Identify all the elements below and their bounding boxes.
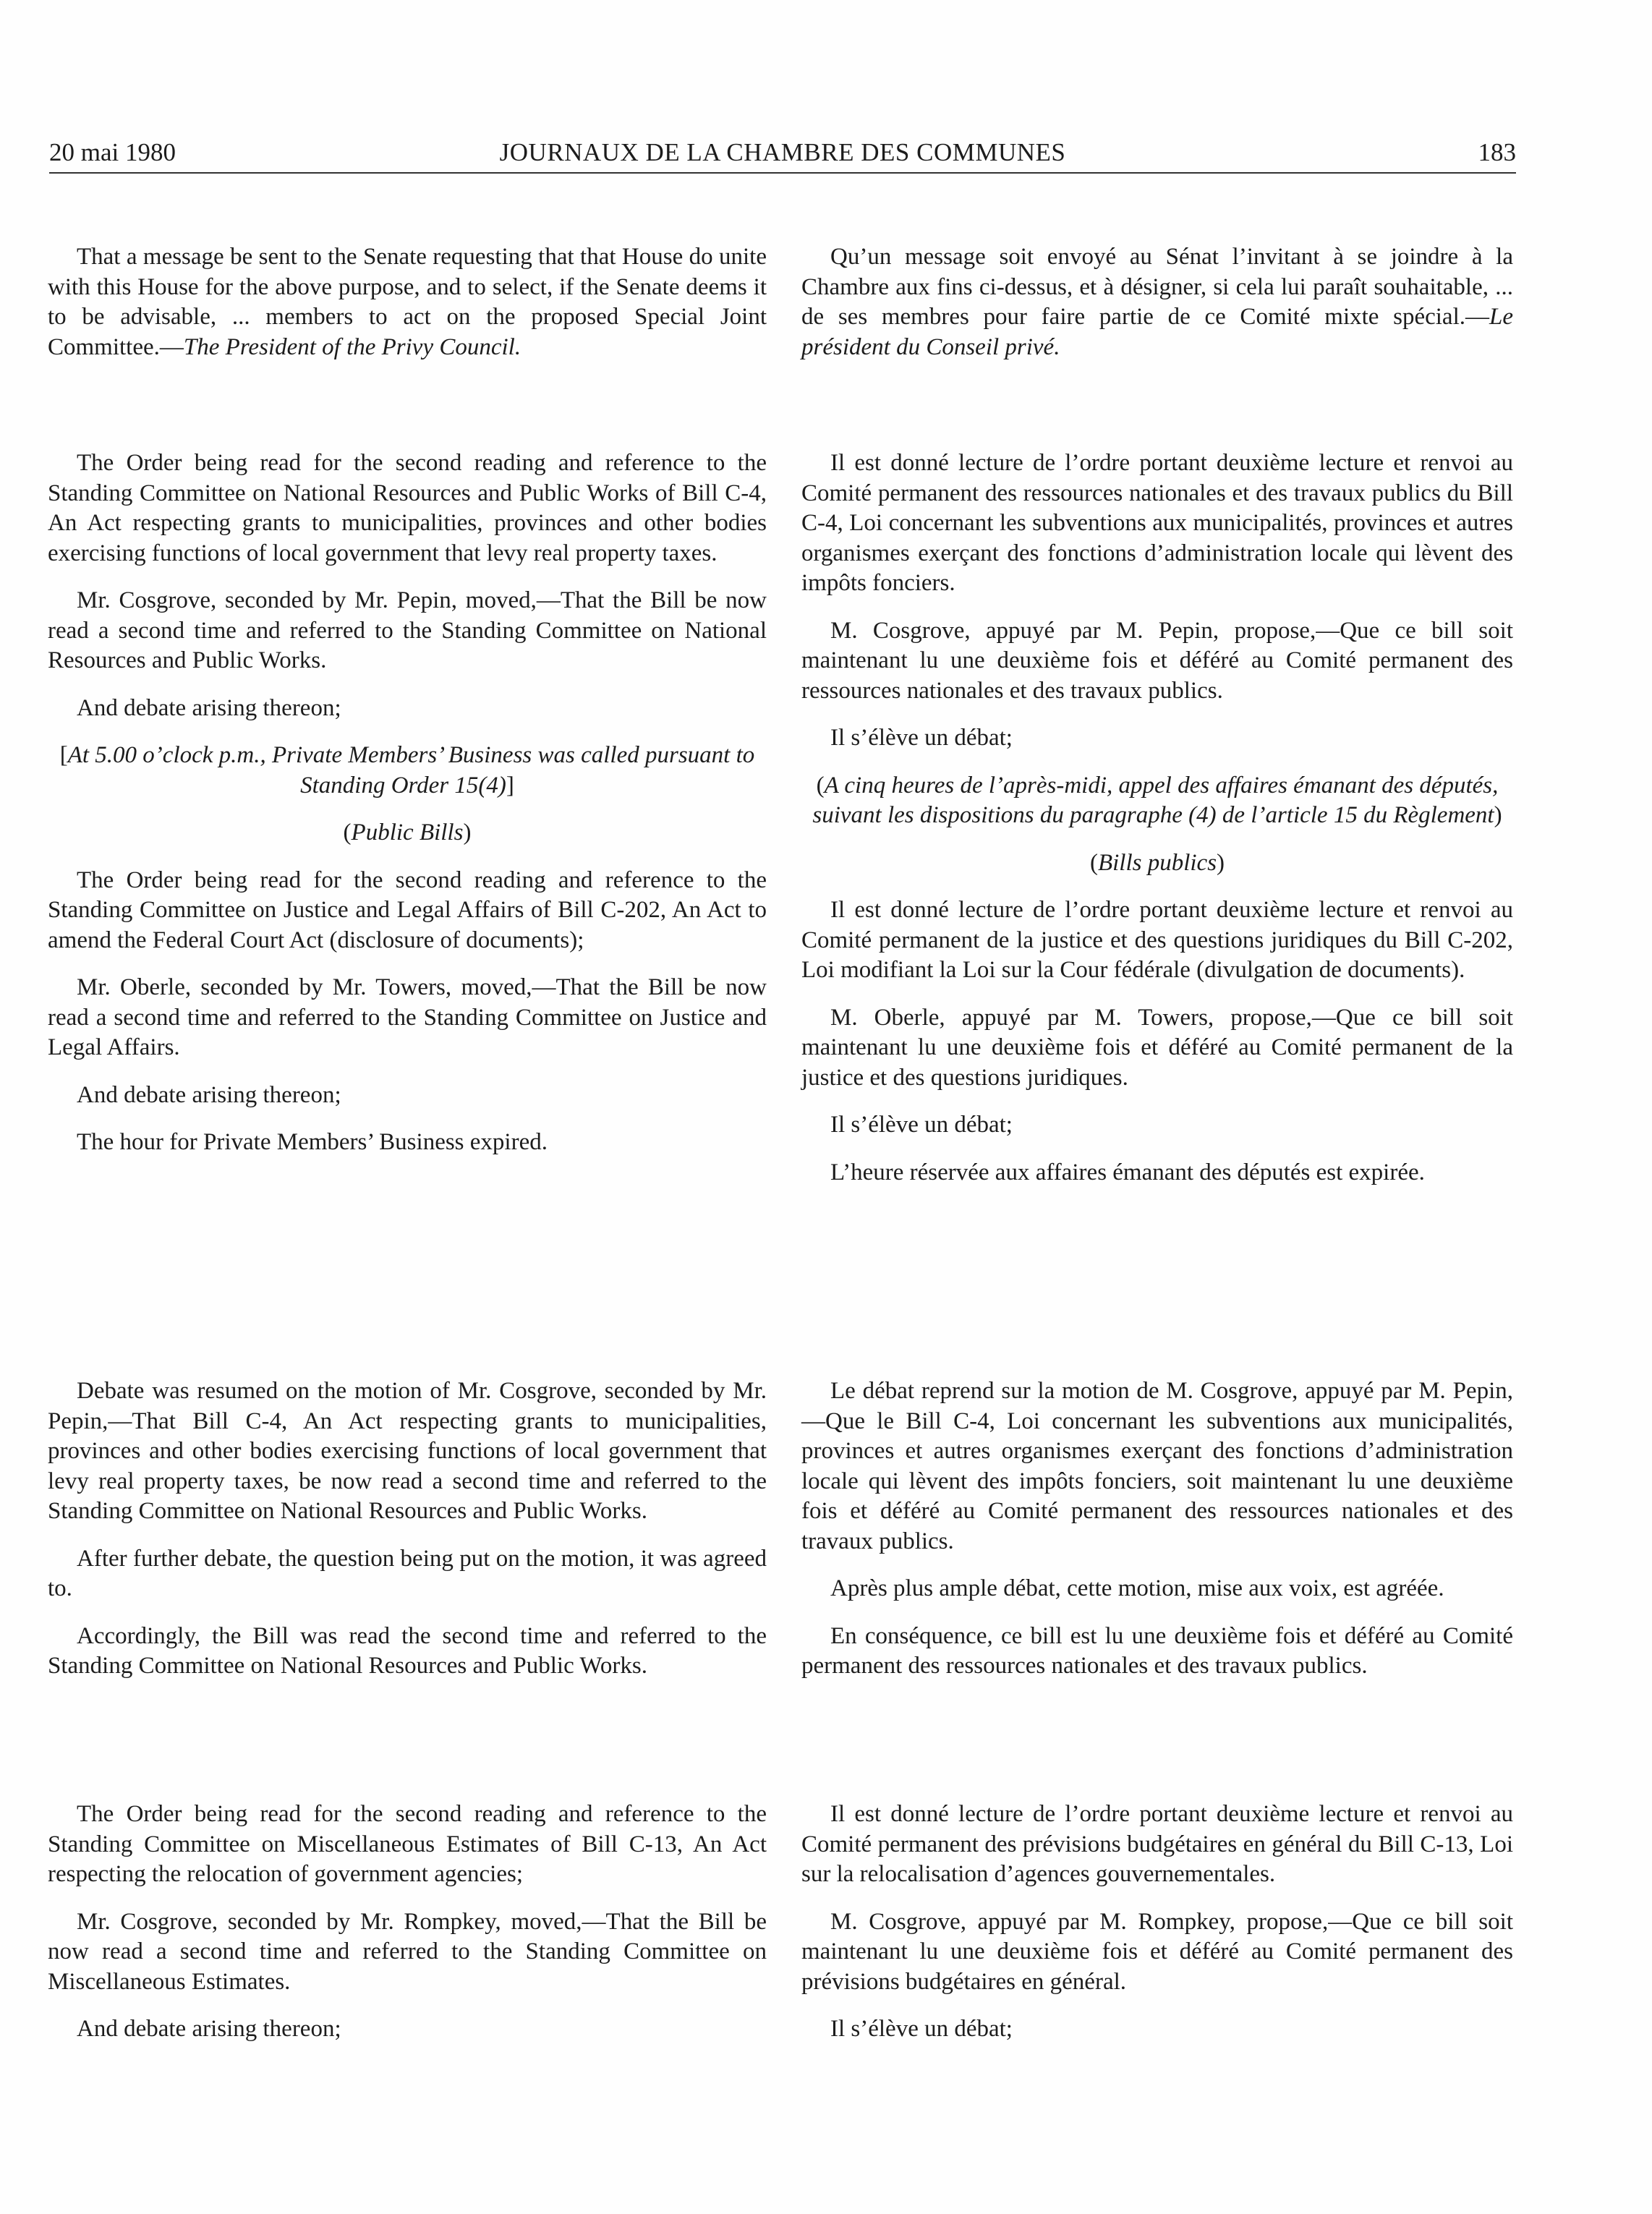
- paragraph-text: The hour for Private Members’ Business expired.: [77, 1129, 548, 1155]
- paragraph: [48, 242, 767, 362]
- english-column: [48, 1376, 767, 1682]
- bracket: [: [59, 742, 68, 768]
- paragraph-text: Qu’un message soit envoyé au Sénat l’invitant à se joindre à la Chambre aux fins ci-dessus, et à désigner, si cela lui paraît souhaitable, ... de ses membres pour faire partie de ce Comité mixte spécial.—: [801, 244, 1513, 330]
- paragraph-text: Après plus ample débat, cette motion, mise aux voix, est agréée.: [830, 1575, 1444, 1601]
- paragraph: [801, 448, 1513, 599]
- paragraph: [801, 1376, 1513, 1557]
- paragraph: [801, 2014, 1513, 2045]
- header-date: 20 mai 1980: [49, 138, 176, 166]
- paragraph-text: Il s’élève un débat;: [830, 725, 1013, 751]
- paragraph-text: Mr. Oberle, seconded by Mr. Towers, moved,—That the Bill be now read a second time and referred to the Standing Committee on Justice and Legal Affairs.: [48, 974, 767, 1060]
- bracket: ): [463, 819, 472, 846]
- paragraph-text: M. Oberle, appuyé par M. Towers, propose,—Que ce bill soit maintenant lu une deuxième fois et déféré au Comité permanent de la justice et des questions juridiques.: [801, 1004, 1513, 1091]
- heading-text: A cinq heures de l’après-midi, appel des affaires émanant des députés, suivant les dispositions du paragraphe (4) de l’article 15 du Règlement: [812, 772, 1499, 828]
- paragraph: [801, 895, 1513, 986]
- paragraph: [801, 1003, 1513, 1094]
- heading-text: Bills publics: [1097, 849, 1217, 876]
- paragraph: [48, 973, 767, 1063]
- english-column: [48, 448, 767, 1158]
- paragraph: [48, 1907, 767, 1998]
- heading-text: Public Bills: [351, 819, 464, 846]
- paragraph-text: The Order being read for the second reading and reference to the Standing Committee on National Resources and Public Works of Bill C-4, An Act respecting grants to municipalities, provinces and other bodies exercising functions of local government that levy real property taxes.: [48, 450, 767, 566]
- bracket: (: [343, 819, 352, 846]
- paragraph-text: Accordingly, the Bill was read the second time and referred to the Standing Committee on National Resources and Public Works.: [48, 1622, 767, 1679]
- paragraph-text: En conséquence, ce bill est lu une deuxième fois et déféré au Comité permanent des ressources nationales et des travaux publics.: [801, 1622, 1513, 1679]
- paragraph: [801, 1574, 1513, 1604]
- paragraph: [48, 586, 767, 676]
- paragraph: [48, 1081, 767, 1111]
- running-header: [49, 137, 1516, 174]
- header-title: JOURNAUX DE LA CHAMBRE DES COMMUNES: [499, 138, 1066, 166]
- bracket: (: [816, 772, 825, 799]
- english-column: [48, 242, 767, 362]
- paragraph-text: Il est donné lecture de l’ordre portant deuxième lecture et renvoi au Comité permanent des prévisions budgétaires en général du Bill C-13, Loi sur la relocalisation d’agences gouvernementales.: [801, 1801, 1513, 1887]
- paragraph-text: Debate was resumed on the motion of Mr. Cosgrove, seconded by Mr. Pepin,—That Bill C-4, An Act respecting grants to municipalities, provinces and other bodies exercising functions of local government that levy real property taxes, be now read a second time and referred to the Standing Committee on National Resources and Public Works.: [48, 1378, 767, 1524]
- paragraph: [801, 1800, 1513, 1890]
- paragraph-text: L’heure réservée aux affaires émanant des députés est expirée.: [830, 1159, 1425, 1185]
- paragraph-text: M. Cosgrove, appuyé par M. Pepin, propose,—Que ce bill soit maintenant lu une deuxième fois et déféré au Comité permanent des ressources nationales et des travaux publics.: [801, 617, 1513, 704]
- header-rule: [49, 172, 1516, 174]
- paragraph-text: Il est donné lecture de l’ordre portant deuxième lecture et renvoi au Comité permanent des ressources nationales et des travaux publics du Bill C-4, Loi concernant les subventions aux municipalités, provinces et autres organismes exerçant des fonctions d’administration locale qui lèvent des impôts fonciers.: [801, 450, 1513, 596]
- paragraph-text: After further debate, the question being put on the motion, it was agreed to.: [48, 1545, 767, 1601]
- italic-heading: [48, 741, 767, 801]
- paragraph: [801, 1622, 1513, 1682]
- paragraph: [48, 1544, 767, 1604]
- paragraph-text: Le débat reprend sur la motion de M. Cosgrove, appuyé par M. Pepin,—Que le Bill C-4, Loi concernant les subventions aux municipalités, provinces et autres organismes exerçant des fonctions d’administration locale qui lèvent des impôts fonciers, soit maintenant lu une deuxième fois et déféré au Comité permanent des ressources nationales et des travaux publics.: [801, 1378, 1513, 1554]
- paragraph-text: The Order being read for the second reading and reference to the Standing Committee on Miscellaneous Estimates of Bill C-13, An Act respecting the relocation of government agencies;: [48, 1801, 767, 1887]
- french-column: [801, 448, 1513, 1188]
- paragraph: [48, 694, 767, 724]
- french-column: [801, 1376, 1513, 1682]
- paragraph-text: Mr. Cosgrove, seconded by Mr. Rompkey, moved,—That the Bill be now read a second time and referred to the Standing Committee on Miscellaneous Estimates.: [48, 1908, 767, 1995]
- bracket: ): [1217, 849, 1225, 876]
- signature: Le président du Conseil privé.: [801, 304, 1513, 360]
- italic-heading: [801, 848, 1513, 879]
- paragraph-text: Il s’élève un débat;: [830, 2016, 1013, 2042]
- paragraph: [801, 1110, 1513, 1141]
- bracket: ): [1494, 802, 1502, 828]
- heading-text: At 5.00 o’clock p.m., Private Members’ Business was called pursuant to Standing Order 15(4): [67, 742, 755, 799]
- paragraph-text: M. Cosgrove, appuyé par M. Rompkey, propose,—Que ce bill soit maintenant lu une deuxième fois et déféré au Comité permanent des prévisions budgétaires en général.: [801, 1908, 1513, 1995]
- paragraph: [801, 242, 1513, 362]
- paragraph-text: And debate arising thereon;: [77, 694, 341, 721]
- paragraph: [48, 866, 767, 956]
- paragraph: [801, 1158, 1513, 1188]
- paragraph-text: Mr. Cosgrove, seconded by Mr. Pepin, moved,—That the Bill be now read a second time and referred to the Standing Committee on National Resources and Public Works.: [48, 587, 767, 673]
- french-column: [801, 1800, 1513, 2045]
- paragraph: [48, 1376, 767, 1527]
- bracket: ]: [506, 772, 514, 799]
- paragraph: [48, 1128, 767, 1158]
- french-column: [801, 242, 1513, 362]
- paragraph-text: The Order being read for the second reading and reference to the Standing Committee on Justice and Legal Affairs of Bill C-202, An Act to amend the Federal Court Act (disclosure of documents);: [48, 867, 767, 953]
- page-number: 183: [1478, 138, 1516, 166]
- paragraph: [48, 448, 767, 569]
- paragraph-text: Il est donné lecture de l’ordre portant deuxième lecture et renvoi au Comité permanent de la justice et des questions juridiques du Bill C-202, Loi modifiant la Loi sur la Cour fédérale (divulgation de documents).: [801, 897, 1513, 983]
- paragraph: [801, 1907, 1513, 1998]
- paragraph-text: That a message be sent to the Senate requesting that that House do unite with this House for the above purpose, and to select, if the Senate deems it to be advisable, ... members to act on the proposed Special Joint Committee.—: [48, 244, 767, 360]
- paragraph: [801, 723, 1513, 754]
- paragraph: [48, 1800, 767, 1890]
- paragraph-text: And debate arising thereon;: [77, 1081, 341, 1108]
- english-column: [48, 1800, 767, 2045]
- italic-heading: [48, 818, 767, 848]
- signature: The President of the Privy Council.: [183, 333, 521, 360]
- paragraph: [48, 1622, 767, 1682]
- paragraph: [48, 2014, 767, 2045]
- paragraph-text: And debate arising thereon;: [77, 2016, 341, 2042]
- italic-heading: [801, 771, 1513, 831]
- paragraph: [801, 616, 1513, 707]
- paragraph-text: Il s’élève un débat;: [830, 1112, 1013, 1138]
- bracket: (: [1089, 849, 1098, 876]
